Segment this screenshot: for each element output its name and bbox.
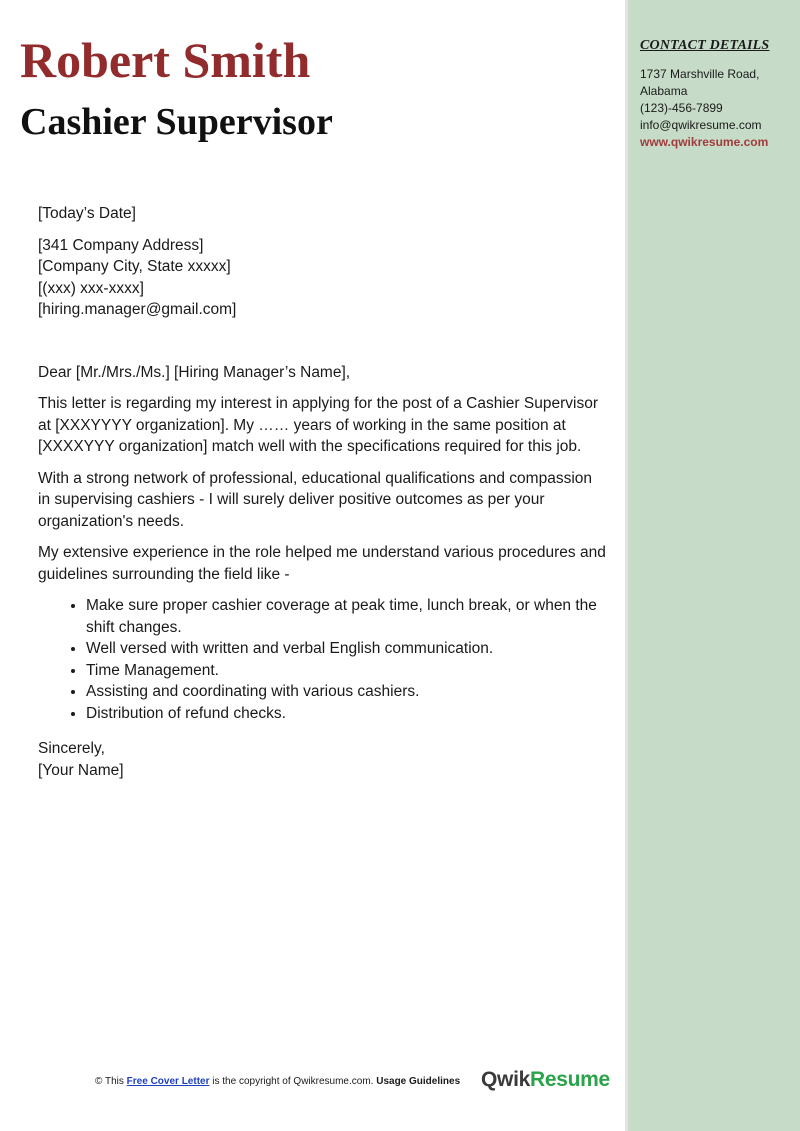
letter-body xyxy=(38,203,608,781)
signature-placeholder: [Your Name] xyxy=(38,761,124,779)
contact-details xyxy=(640,66,790,151)
contact-address-line2: Alabama xyxy=(640,84,688,98)
contact-website[interactable]: www.qwikresume.com xyxy=(640,135,769,149)
logo-part-qwik: Qwik xyxy=(481,1068,530,1091)
contact-email[interactable]: info@qwikresume.com xyxy=(640,118,762,132)
salutation: Dear [Mr./Mrs./Ms.] [Hiring Manager’s Name], xyxy=(38,363,351,381)
footer-prefix: This xyxy=(104,1076,124,1087)
recipient-line: [Company City, State xxxxx] xyxy=(38,258,231,275)
usage-guidelines-link[interactable]: Usage Guidelines xyxy=(376,1076,461,1087)
contact-address-line1: 1737 Marshville Road, xyxy=(640,67,760,81)
body-paragraph: This letter is regarding my interest in applying for the post of a Cashier Supervisor at [XXXYYYY organization]. My …… years of working in the same position at [XXXXYYY organization] match well with the specifications required for this job. xyxy=(38,395,598,455)
list-item: • Assisting and coordinating with various cashiers. xyxy=(86,681,608,703)
list-item: • Well versed with written and verbal English communication. xyxy=(86,638,608,660)
recipient-address xyxy=(38,235,608,321)
copyright-symbol: © xyxy=(95,1076,103,1087)
recipient-line: [hiring.manager@gmail.com] xyxy=(38,301,237,318)
qwikresume-logo[interactable] xyxy=(481,1068,610,1092)
contact-sidebar xyxy=(625,0,800,1131)
footer-middle: is the copyright of Qwikresume.com. xyxy=(212,1076,374,1087)
letter-date: [Today’s Date] xyxy=(38,205,136,222)
logo-part-resume: Resume xyxy=(529,1068,610,1091)
contact-phone: (123)-456-7899 xyxy=(640,101,723,115)
closing: Sincerely, xyxy=(38,740,105,757)
list-item: • Make sure proper cashier coverage at peak time, lunch break, or when the shift changes. xyxy=(86,595,608,638)
list-item: • Distribution of refund checks. xyxy=(86,703,608,725)
recipient-line: [(xxx) xxx-xxxx] xyxy=(38,279,144,297)
job-title: Cashier Supervisor xyxy=(20,101,333,143)
list-item: • Time Management. xyxy=(86,660,608,682)
body-paragraph: With a strong network of professional, educational qualifications and compassion in supervising cashiers - I will surely deliver positive outcomes as per your organization's needs. xyxy=(38,469,593,530)
body-paragraph: My extensive experience in the role helped me understand various procedures and guidelines surrounding the field like - xyxy=(38,544,606,583)
contact-heading: CONTACT DETAILS xyxy=(640,38,770,53)
recipient-line: [341 Company Address] xyxy=(38,236,204,254)
free-cover-letter-link[interactable]: Free Cover Letter xyxy=(126,1076,210,1087)
experience-list xyxy=(38,595,608,724)
footer-copyright xyxy=(95,1076,460,1087)
candidate-name: Robert Smith xyxy=(20,32,311,88)
